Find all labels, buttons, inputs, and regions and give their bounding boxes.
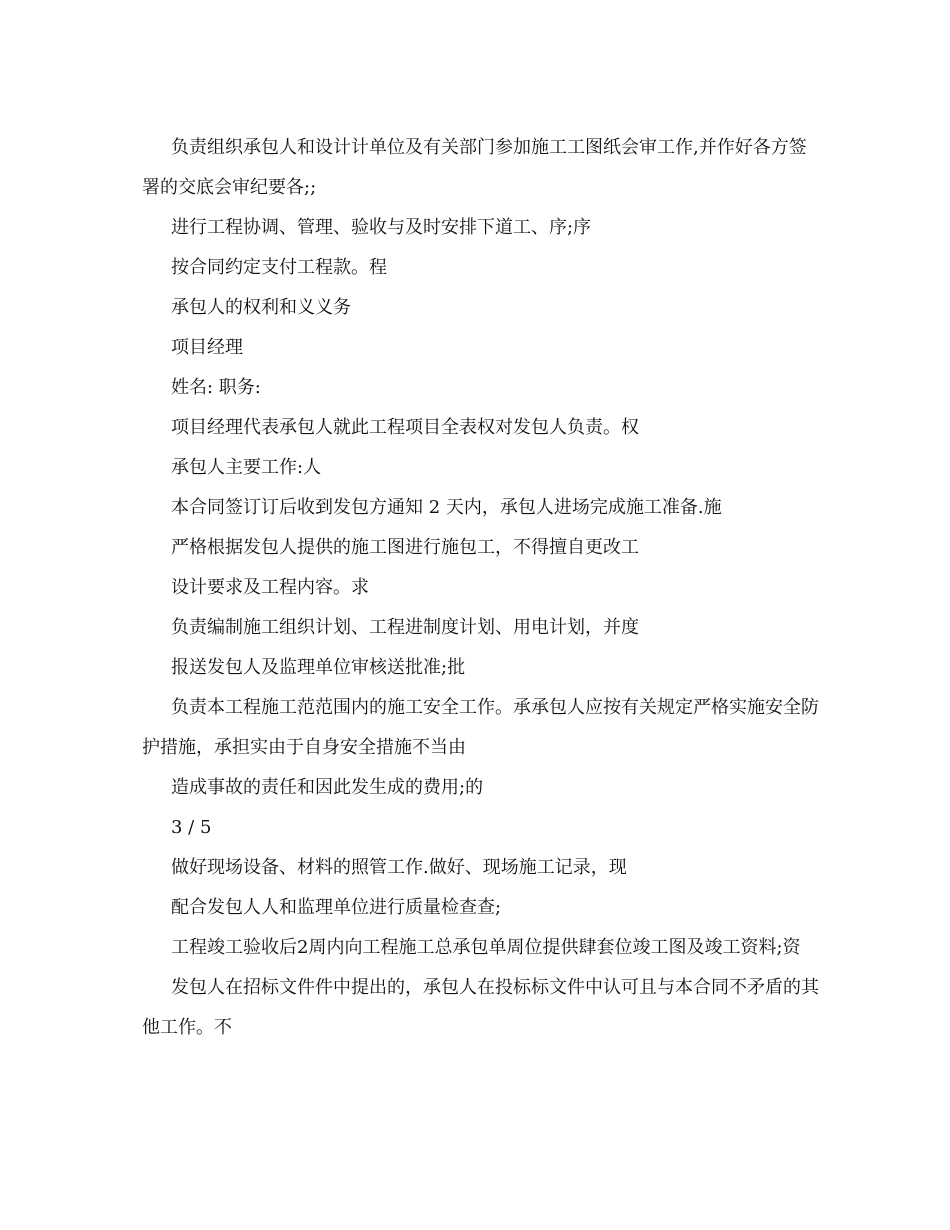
paragraph-7: 项目经理代表承包人就此工程项目全表权对发包人负责。权 bbox=[171, 417, 639, 438]
page-number: 3 / 5 bbox=[171, 817, 212, 838]
paragraph-17: 做好现场设备、材料的照管工作.做好、现场施工记录，现 bbox=[171, 857, 627, 878]
paragraph-2: 进行工程协调、管理、验收与及时安排下道工、序;序 bbox=[171, 217, 592, 238]
paragraph-1: 负责组织承包人和设计计单位及有关部门参加施工工图纸会审工作,并作好各方签署的交底会审纪要各;; bbox=[142, 137, 807, 198]
subheading-project-manager: 项目经理 bbox=[171, 337, 243, 358]
paragraph-18: 配合发包人人和监理单位进行质量检查查; bbox=[171, 897, 502, 918]
paragraph-15: 造成事故的责任和因此发生成的费用;的 bbox=[171, 777, 484, 798]
paragraph-11: 设计要求及工程内容。求 bbox=[171, 577, 369, 598]
paragraph-19: 工程竣工验收后2周内向工程施工总承包单周位提供肆套位竣工图及竣工资料;资 bbox=[171, 937, 801, 958]
paragraph-12: 负责编制施工组织计划、工程进制度计划、用电计划，并度 bbox=[171, 617, 639, 638]
paragraph-3: 按合同约定支付工程款。程 bbox=[171, 257, 387, 278]
section-heading: 承包人的权利和义义务 bbox=[171, 297, 351, 318]
paragraph-9: 本合同签订订后收到发包方通知 2 天内，承包人进场完成施工准备.施 bbox=[171, 497, 722, 518]
paragraph-10: 严格根据发包人提供的施工图进行施包工，不得擅自更改工 bbox=[171, 537, 639, 558]
subheading-main-work: 承包人主要工作:人 bbox=[171, 457, 322, 478]
paragraph-13: 报送发包人及监理单位审核送批准;批 bbox=[171, 657, 466, 678]
paragraph-14: 负责本工程施工范范围内的施工安全工作。承承包人应按有关规定严格实施安全防护措施，承担实由于自身安全措施不当由 bbox=[142, 697, 819, 758]
paragraph-20: 发包人在招标文件件中提出的，承包人在投标标文件中认可且与本合同不矛盾的其他工作。不 bbox=[142, 977, 819, 1038]
name-position-line: 姓名: 职务: bbox=[171, 377, 261, 398]
